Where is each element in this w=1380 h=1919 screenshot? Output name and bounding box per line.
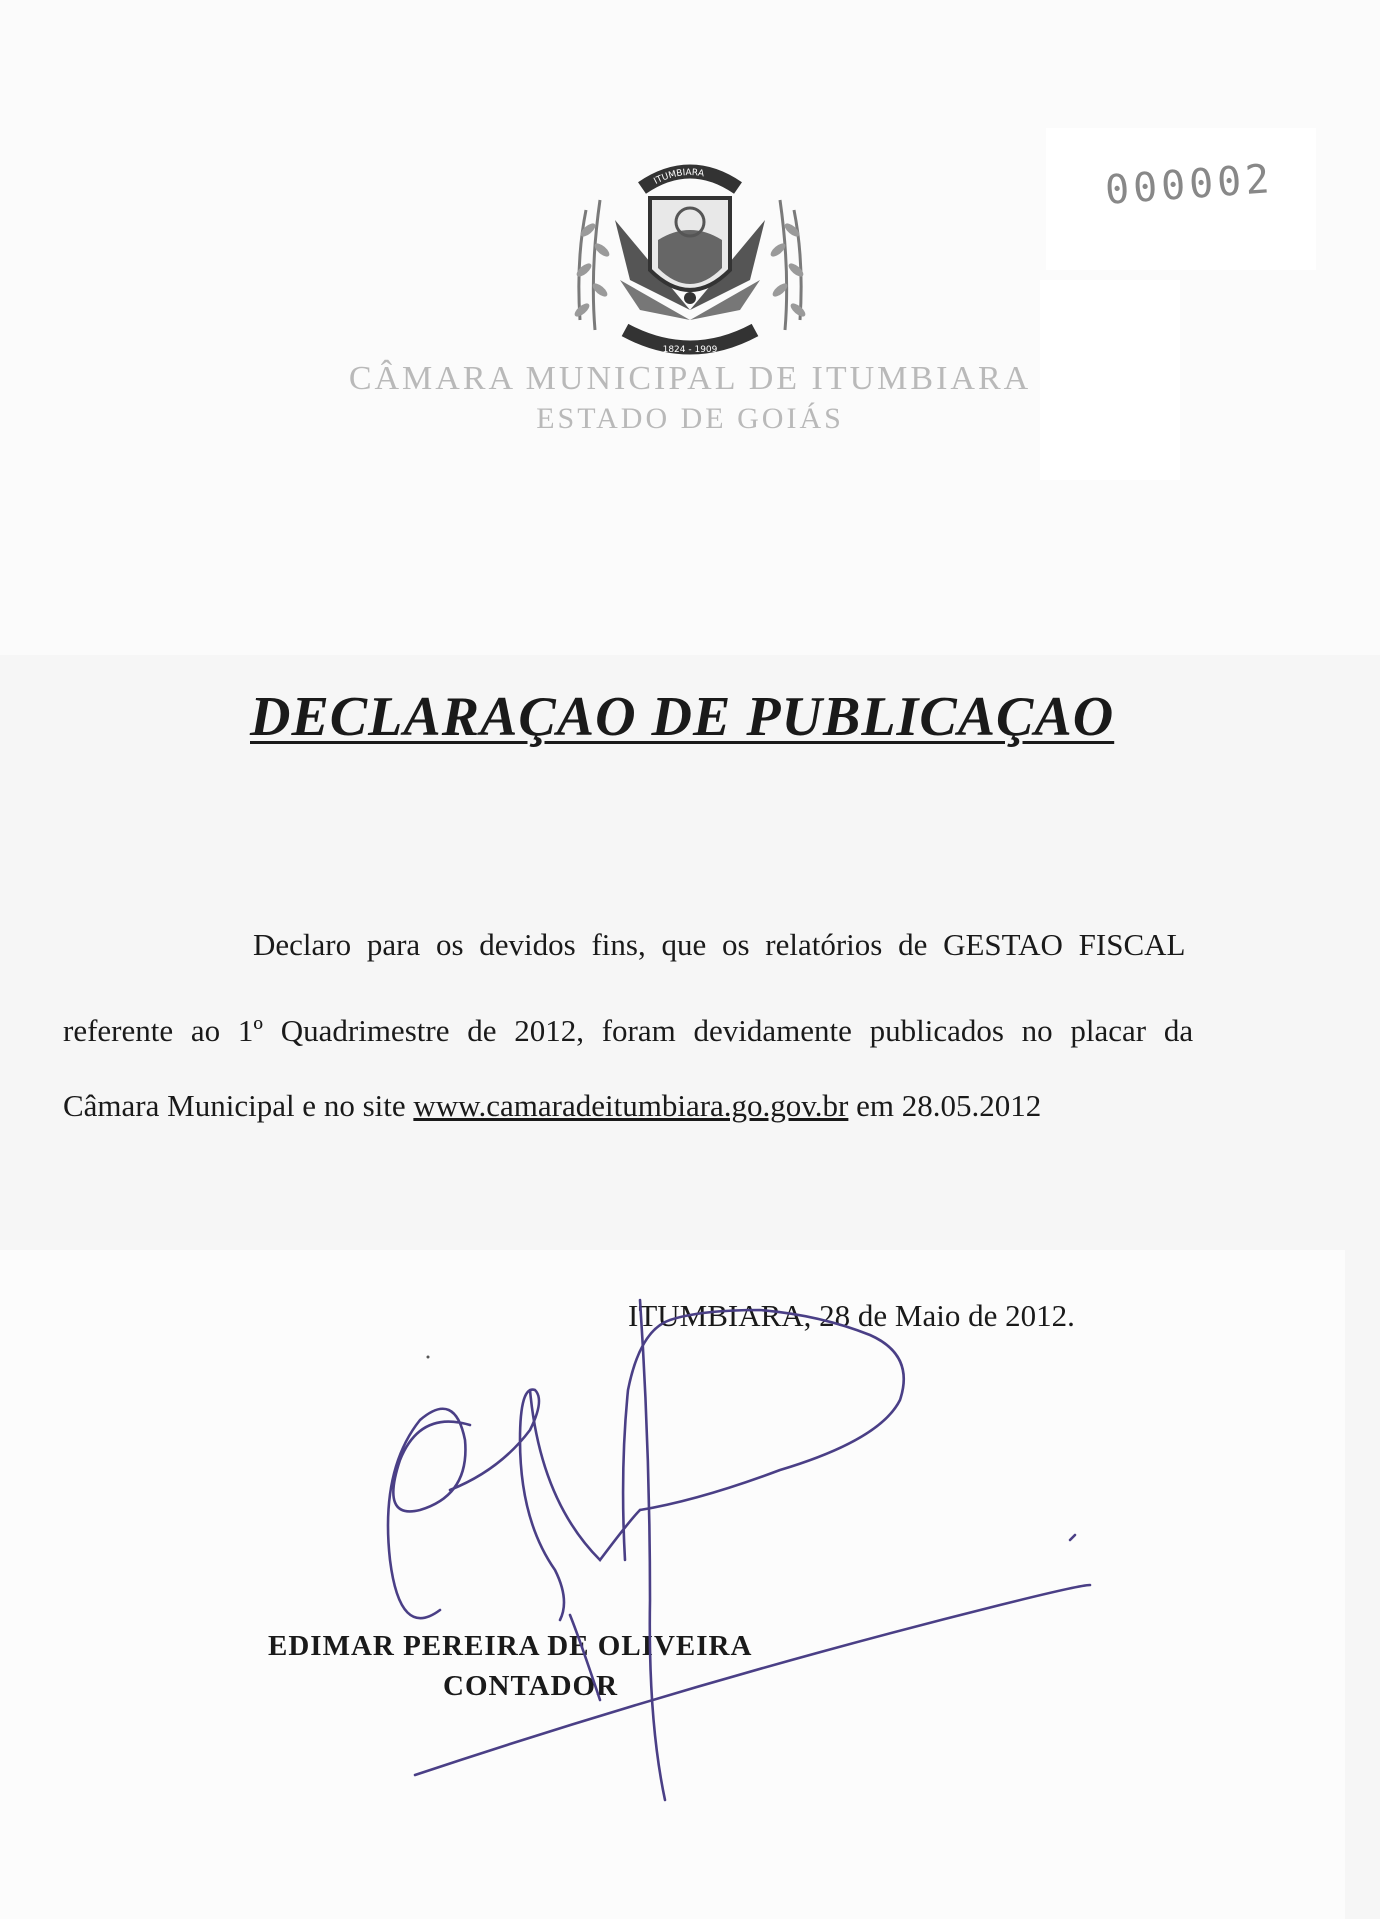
place-and-date: ITUMBIARA, 28 de Maio de 2012. xyxy=(628,1298,1075,1333)
website-link[interactable]: www.camaradeitumbiara.go.gov.br xyxy=(413,1088,849,1123)
svg-text:1824 - 1909: 1824 - 1909 xyxy=(662,345,718,355)
line3-prefix: Câmara Municipal e no site xyxy=(63,1088,406,1123)
signer-name: EDIMAR PEREIRA DE OLIVEIRA xyxy=(268,1630,753,1662)
institution-name: CÂMARA MUNICIPAL DE ITUMBIARA xyxy=(348,360,1032,397)
declaration-line-1: Declaro para os devidos fins, que os relatórios de GESTAO FISCAL xyxy=(253,927,1186,962)
scan-patch xyxy=(0,1250,1345,1919)
declaration-line-3 xyxy=(63,1088,1041,1124)
document-title: DECLARAÇAO DE PUBLICAÇAO xyxy=(250,686,1115,748)
signer-role: CONTADOR xyxy=(443,1670,619,1702)
serial-number-stamp: 000002 xyxy=(1103,156,1275,214)
svg-text:ITUMBIARA: ITUMBIARA xyxy=(652,167,705,187)
municipal-seal-logo xyxy=(570,160,810,360)
state-name: ESTADO DE GOIÁS xyxy=(536,402,844,435)
line3-suffix: em 28.05.2012 xyxy=(856,1088,1042,1123)
declaration-line-2: referente ao 1º Quadrimestre de 2012, foram devidamente publicados no placar da xyxy=(63,1013,1194,1048)
